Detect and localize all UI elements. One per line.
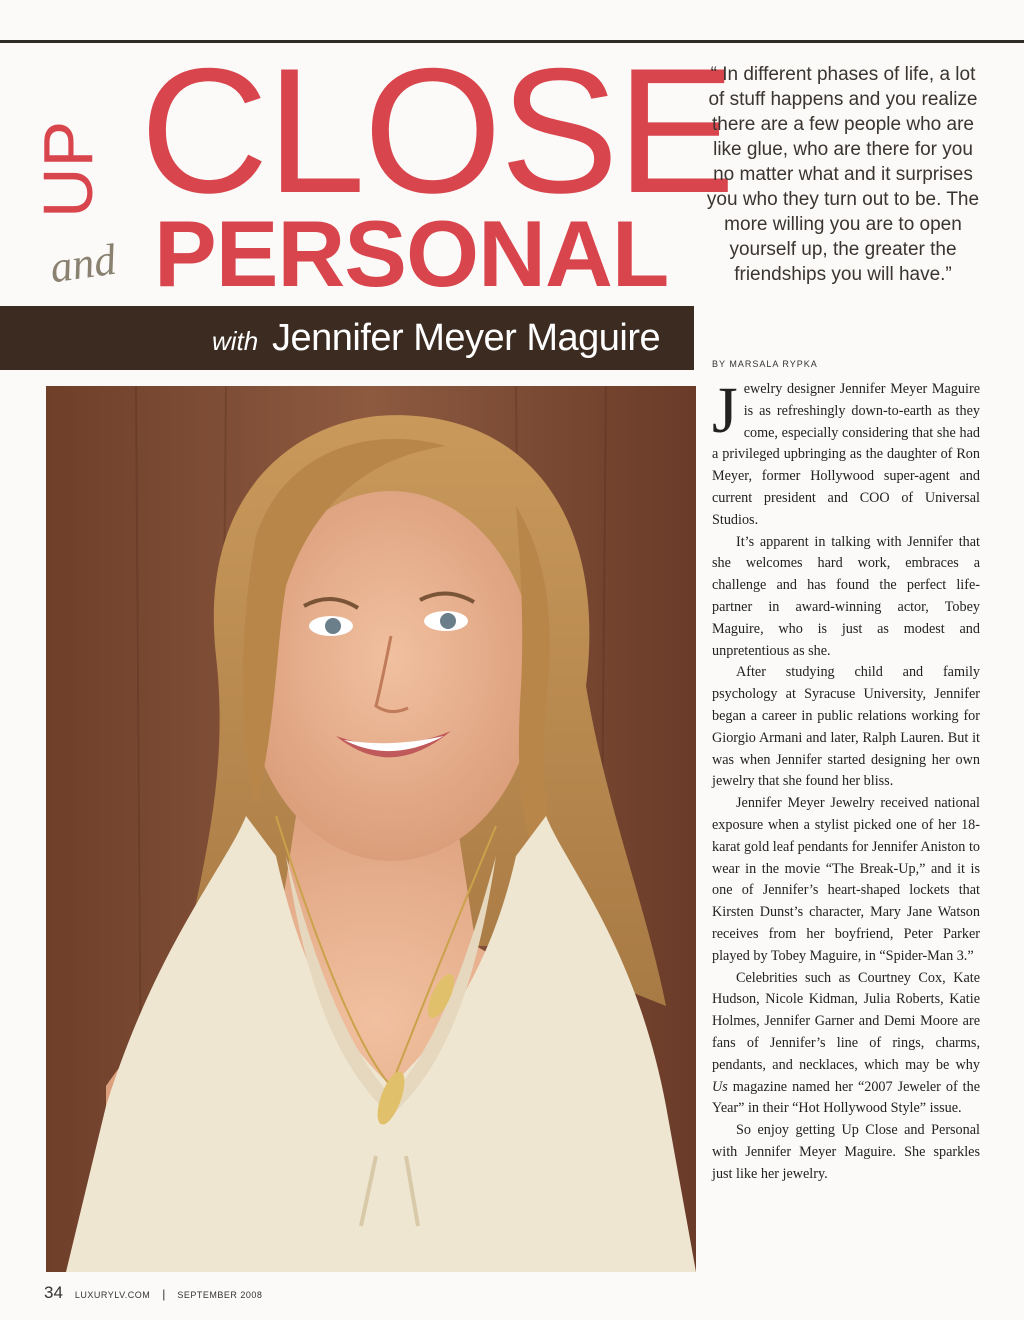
drop-cap: J — [712, 374, 738, 447]
article-paragraph: Jennifer Meyer Jewelry received national exposure when a stylist picked one of her 18-karat gold leaf pendants for Jennifer Aniston to wear in the movie “The Break-Up,” and it is one of Jennifer’s heart-shaped lockets that Kirsten Dunst’s character, Mary Jane Watson receives from her boyfriend, Peter Parker played by Tobey Maguire, in “Spider-Man 3.” — [712, 795, 980, 964]
article-paragraph: It’s apparent in talking with Jennifer that she welcomes hard work, embraces a challenge and has found the perfect life-partner in award-winning actor, Tobey Maguire, who is just as modest and unpretentious as she. — [712, 533, 980, 659]
article-paragraph: So enjoy getting Up Close and Personal with Jennifer Meyer Maguire. She sparkles just like her jewelry. — [712, 1122, 980, 1182]
pull-quote: “ In different phases of life, a lot of stuff happens and you realize there are a few people who are like glue, who are there for you no matter what and it surprises you who they turn out to be. The more willing you are to open yourself up, the greater the friendships you will have.” — [706, 64, 980, 285]
footer-site: LUXURYLV.COM — [74, 1290, 151, 1300]
title-up — [29, 80, 107, 220]
name-bar-with: with — [212, 326, 259, 356]
title-personal: PERSONAL — [154, 201, 669, 306]
title-close: CLOSE — [140, 31, 734, 230]
article-p5-text-b: magazine named her “2007 Jeweler of the Year” in their “Hot Hollywood Style” issue. — [712, 1078, 980, 1117]
name-bar — [0, 306, 694, 370]
title-and-script: and — [46, 234, 120, 293]
page-footer — [44, 1283, 262, 1303]
us-magazine-title: Us — [712, 1078, 728, 1095]
byline: BY MARSALA RYPKA — [712, 359, 818, 369]
article-paragraph — [712, 374, 980, 532]
footer-date: SEPTEMBER 2008 — [177, 1290, 263, 1300]
article-p1-text: ewelry designer Jennifer Meyer Maguire is as refreshingly down-to-earth as they come, especially considering that she had a privileged upbringing as the daughter of Ron Meyer, former Hollywood super-agent and current president and COO of Universal Studios. — [712, 381, 980, 528]
portrait-photo — [46, 386, 696, 1272]
title-up-text: UP — [29, 120, 107, 218]
article-body — [712, 374, 980, 1185]
article-p5-text-a: Celebrities such as Courtney Cox, Kate Hudson, Nicole Kidman, Julia Roberts, Katie Holmes, Jennifer Garner and Demi Moore are fans of Jennifer’s line of rings, charms, pendants, and necklaces, which may be why — [712, 969, 980, 1073]
subject-name: Jennifer Meyer Maguire — [272, 317, 661, 359]
footer-separator: | — [162, 1287, 166, 1301]
article-paragraph — [712, 968, 980, 1121]
article-paragraph: After studying child and family psychology at Syracuse University, Jennifer began a career in public relations working for Giorgio Armani and later, Ralph Lauren. But it was when Jennifer started designing her own jewelry that she found her bliss. — [712, 664, 980, 790]
page-number: 34 — [44, 1283, 63, 1302]
